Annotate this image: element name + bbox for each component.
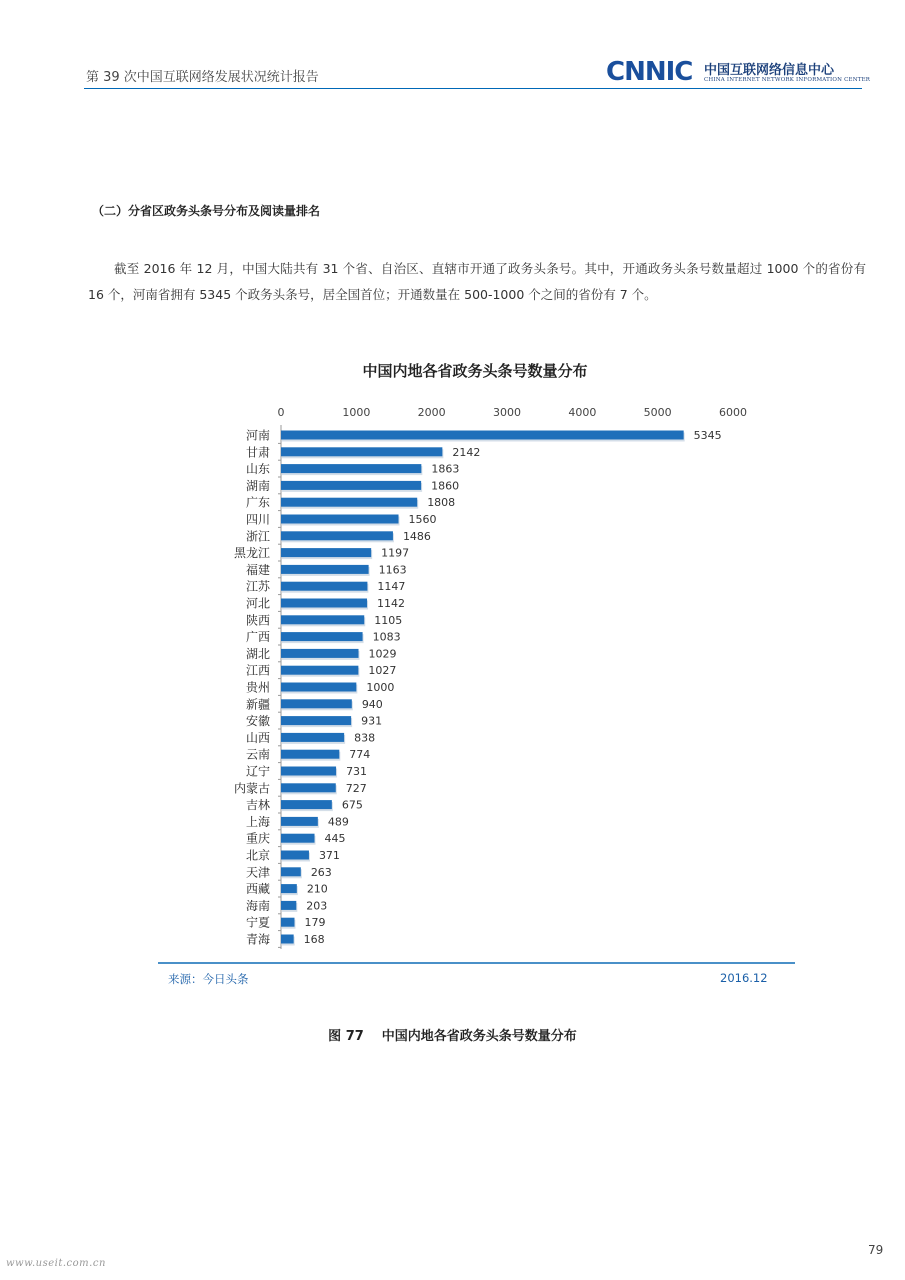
data-label: 179	[304, 916, 326, 930]
bar	[281, 615, 364, 624]
data-label: 1486	[402, 529, 431, 543]
bar	[281, 683, 356, 692]
x-tick-label: 0	[277, 406, 285, 419]
bar	[281, 599, 367, 608]
category-label: 重庆	[245, 831, 270, 846]
figure-number: 图 77	[328, 1029, 364, 1044]
category-label: 天津	[245, 865, 270, 880]
data-label: 1808	[427, 496, 456, 510]
figure-caption	[0, 1025, 905, 1044]
category-label: 辽宁	[245, 764, 270, 779]
category-label: 湖北	[245, 646, 270, 661]
bar	[281, 699, 352, 708]
x-tick-label: 1000	[342, 406, 371, 419]
watermark: www.useit.com.cn	[6, 1258, 106, 1269]
category-label: 江西	[245, 663, 270, 678]
data-label: 675	[341, 798, 363, 812]
data-label: 1863	[431, 462, 460, 476]
bar	[281, 901, 296, 910]
bar	[281, 834, 315, 843]
data-label: 1029	[368, 647, 397, 661]
data-label: 445	[324, 832, 346, 846]
data-label: 203	[306, 899, 328, 913]
bar	[281, 750, 339, 759]
source-divider	[158, 962, 795, 964]
category-label: 西藏	[245, 882, 270, 897]
data-label: 931	[361, 714, 383, 728]
bar	[281, 548, 371, 557]
data-label: 489	[327, 815, 349, 829]
data-label: 168	[303, 933, 325, 946]
category-label: 福建	[245, 562, 270, 577]
bar	[281, 851, 309, 860]
bar	[281, 867, 301, 876]
category-label: 青海	[245, 932, 270, 947]
bar	[281, 783, 336, 792]
category-label: 云南	[245, 747, 270, 762]
bar	[281, 632, 363, 641]
bar	[281, 531, 393, 540]
category-label: 四川	[245, 512, 270, 527]
category-label: 贵州	[245, 680, 270, 695]
data-label: 371	[318, 849, 340, 862]
data-label: 731	[346, 765, 368, 778]
chart-title: 中国内地各省政务头条号数量分布	[362, 362, 588, 380]
data-label: 1163	[378, 563, 407, 577]
category-label: 新疆	[245, 697, 270, 712]
bar	[281, 464, 421, 473]
bar	[281, 582, 367, 591]
category-label: 江苏	[245, 579, 270, 594]
data-label: 774	[349, 748, 371, 762]
data-label: 1027	[368, 664, 397, 678]
category-label: 海南	[245, 898, 270, 913]
category-label: 甘肃	[245, 445, 270, 460]
data-label: 1000	[366, 681, 395, 694]
bar	[281, 918, 294, 927]
logo-english-name: CHINA INTERNET NETWORK INFORMATION CENTER	[704, 77, 871, 83]
bar	[281, 565, 369, 574]
bar	[281, 800, 332, 809]
logo-chinese-name: 中国互联网络信息中心	[704, 63, 835, 78]
section-heading: （二）分省区政务头条号分布及阅读量排名	[92, 204, 321, 218]
x-tick-label: 5000	[643, 406, 672, 419]
data-label: 1197	[381, 546, 410, 560]
page-number: 79	[868, 1243, 884, 1257]
category-label: 安徽	[245, 714, 270, 729]
data-label: 1142	[377, 597, 406, 610]
bar	[281, 666, 358, 675]
source-label: 来源：今日头条	[168, 972, 249, 986]
bar	[281, 733, 344, 742]
category-label: 山东	[245, 462, 270, 477]
category-label: 广东	[245, 495, 270, 510]
logo-mark: CNNIC	[606, 57, 693, 87]
data-label: 263	[310, 865, 332, 879]
bar	[281, 767, 336, 776]
category-label: 广西	[245, 630, 270, 645]
bar	[281, 447, 442, 456]
data-label: 1147	[377, 580, 406, 594]
data-label: 2142	[452, 445, 481, 459]
category-label: 吉林	[245, 798, 270, 813]
category-label: 河南	[245, 428, 270, 443]
x-tick-label: 2000	[417, 406, 446, 419]
body-paragraph: 截至 2016 年 12 月，中国大陆共有 31 个省、自治区、直辖市开通了政务头条号。其中，开通政务头条号数量超过 1000 个的省份有 16 个，河南省拥有 5345 个政务头条号，居全国首位；开通数量在 500-1000 个之间的省份有 7 个。	[88, 261, 866, 302]
category-label: 北京	[245, 848, 270, 863]
data-label: 5345	[693, 429, 722, 442]
bar	[281, 431, 684, 440]
x-tick-label: 3000	[493, 406, 521, 419]
figure-caption-text: 中国内地各省政务头条号数量分布	[381, 1029, 577, 1044]
data-label: 1860	[431, 479, 460, 493]
bar	[281, 884, 297, 893]
data-label: 1083	[372, 630, 401, 644]
source-date: 2016.12	[720, 971, 768, 985]
category-label: 湖南	[245, 478, 270, 493]
category-label: 山西	[245, 730, 270, 745]
category-label: 上海	[245, 814, 270, 829]
bar	[281, 649, 359, 658]
x-tick-label: 6000	[719, 406, 747, 419]
category-label: 宁夏	[245, 915, 270, 930]
category-label: 黑龙江	[233, 546, 270, 561]
x-tick-label: 4000	[568, 406, 597, 419]
report-title: 第 39 次中国互联网络发展状况统计报告	[86, 70, 319, 85]
data-label: 1560	[408, 513, 437, 526]
data-label: 940	[361, 697, 383, 711]
bar	[281, 935, 294, 944]
category-label: 浙江	[245, 529, 270, 544]
data-label: 838	[354, 731, 376, 745]
bar	[281, 817, 318, 826]
bar	[281, 498, 417, 507]
data-label: 1105	[374, 613, 403, 627]
data-label: 210	[306, 882, 328, 896]
data-label: 727	[345, 781, 367, 795]
bar	[281, 515, 399, 524]
category-label: 河北	[245, 596, 270, 611]
category-label: 内蒙古	[233, 781, 270, 796]
category-label: 陕西	[245, 613, 270, 628]
bar	[281, 481, 421, 490]
bar	[281, 716, 351, 725]
